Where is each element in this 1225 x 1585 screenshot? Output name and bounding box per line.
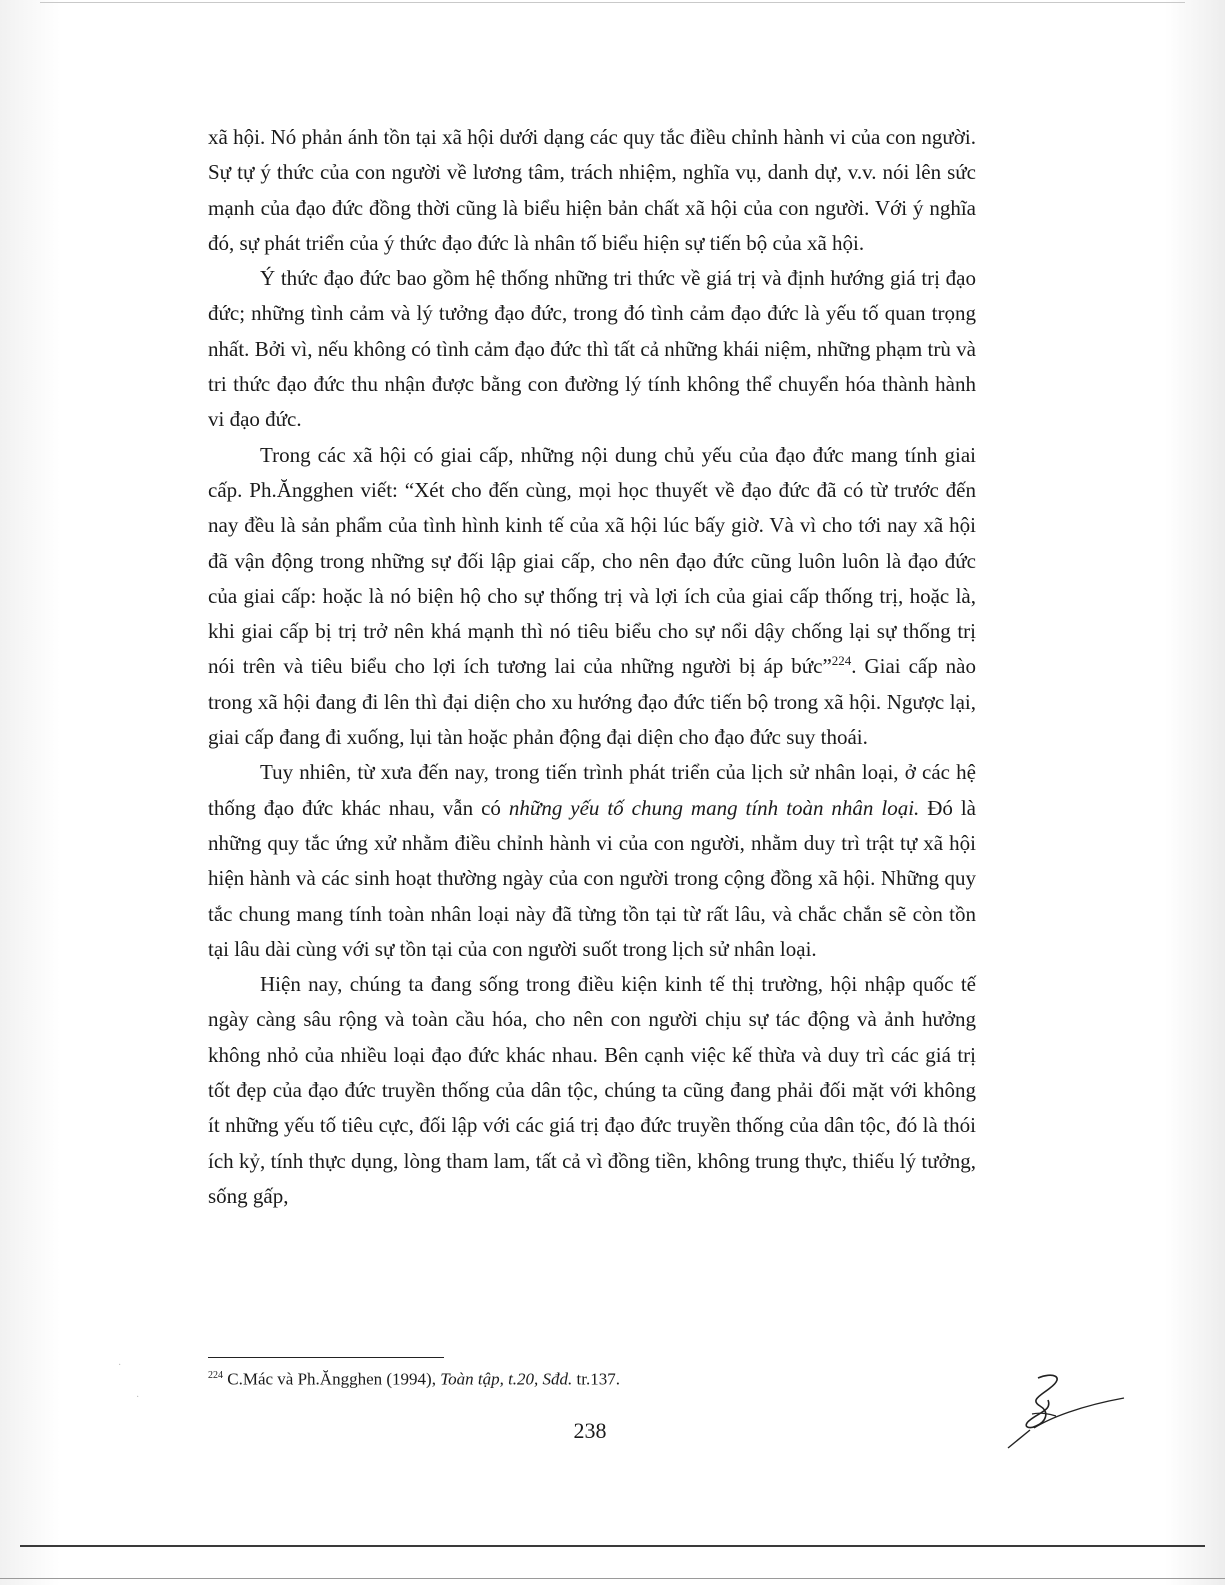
text-run: Hiện nay, chúng ta đang sống trong điều kiện kinh tế thị trường, hội nhập quốc tế ngày càng sâu rộng và toàn cầu hóa, cho nên con người chịu sự tác động và ảnh hưởng không nhỏ của nhiều loại đạo đức khác nhau. Bên cạnh việc kế thừa và duy trì các giá trị tốt đẹp của đạo đức truyền thống của dân tộc, chúng ta cũng đang phải đối mặt với không ít những yếu tố tiêu cực, đối lập với các giá trị đạo đức truyền thống của dân tộc, đó là thói ích kỷ, tính thực dụng, lòng tham lam, tất cả vì đồng tiền, không trung thực, thiếu lý tưởng, sống gấp, <box>208 972 976 1208</box>
paragraph <box>208 755 976 967</box>
footnote-separator <box>208 1357 444 1358</box>
text-run: Tuy nhiên, từ xưa đến nay, trong tiến trình phát triển của lịch sử nhân loại, ở các hệ thống đạo đức khác nhau, vẫn có <box>208 760 976 820</box>
text-run: Đó là những quy tắc ứng xử nhằm điều chỉnh hành vi của con người, nhằm duy trì trật tự xã hội hiện hành và các sinh hoạt thường ngày của con người trong cộng đồng xã hội. Những quy tắc chung mang tính toàn nhân loại này đã từng tồn tại từ rất lâu, và chắc chắn sẽ còn tồn tại lâu dài cùng với sự tồn tại của con người suốt trong lịch sử nhân loại. <box>208 795 976 961</box>
footnote-italic-text: Toàn tập, t.20, Sđd. <box>440 1369 573 1389</box>
scan-top-edge <box>40 2 1185 3</box>
footnote-number: 224 <box>208 1370 223 1381</box>
paragraph <box>208 438 976 756</box>
handwritten-signature-icon <box>1000 1370 1130 1460</box>
paragraph <box>208 967 976 1214</box>
scan-speck: · <box>118 1360 122 1371</box>
text-run: Ý thức đạo đức bao gồm hệ thống những tri thức về giá trị và định hướng giá trị đạo đức; những tình cảm và lý tưởng đạo đức, trong đó tình cảm đạo đức là yếu tố quan trọng nhất. Bởi vì, nếu không có tình cảm đạo đức thì tất cả những khái niệm, những phạm trù và tri thức đạo đức thu nhận được bằng con đường lý tính không thể chuyển hóa thành hành vi đạo đức. <box>208 266 976 432</box>
text-run: Trong các xã hội có giai cấp, những nội dung chủ yếu của đạo đức mang tính giai cấp. Ph.Ăngghen viết: “Xét cho đến cùng, mọi học thuyết về đạo đức đã có từ trước đến nay đều là sản phẩm của tình hình kinh tế của xã hội lúc bấy giờ. Và vì cho tới nay xã hội đã vận động trong những sự đối lập giai cấp, cho nên đạo đức cũng luôn luôn là đạo đức của giai cấp: hoặc là nó biện hộ cho sự thống trị và lợi ích của giai cấp thống trị, hoặc là, khi giai cấp bị trị trở nên khá mạnh thì nó tiêu biểu cho sự nổi dậy chống lại sự thống trị nói trên và tiêu biểu cho lợi ích tương lai của những người bị áp bức” <box>208 442 976 679</box>
scan-speck: · <box>136 1392 140 1403</box>
page-number: 238 <box>573 1418 607 1443</box>
page-body <box>208 120 976 1214</box>
text-run: . Giai cấp nào trong xã hội đang đi lên thì đại diện cho xu hướng đạo đức tiến bộ trong xã hội. Ngược lại, giai cấp đang đi xuống, lụi tàn hoặc phản động đại diện cho đạo đức suy thoái. <box>208 654 976 750</box>
footnote-reference: 224 <box>831 653 852 669</box>
scan-bottom-edge <box>20 1545 1205 1547</box>
scan-bottom-edge-secondary <box>0 1578 1225 1579</box>
text-run: xã hội. Nó phản ánh tồn tại xã hội dưới dạng các quy tắc điều chỉnh hành vi của con người. Sự tự ý thức của con người về lương tâm, trách nhiệm, nghĩa vụ, danh dự, v.v. nói lên sức mạnh của đạo đức đồng thời cũng là biểu hiện bản chất xã hội của con người. Với ý nghĩa đó, sự phát triển của ý thức đạo đức là nhân tố biểu hiện sự tiến bộ của xã hội. <box>208 125 976 255</box>
footnote <box>208 1364 976 1392</box>
scan-shadow-right <box>1165 0 1225 1585</box>
paragraph <box>208 120 976 261</box>
italic-text: những yếu tố chung mang tính toàn nhân loại. <box>508 795 920 820</box>
footnote-text: C.Mác và Ph.Ăngghen (1994), <box>223 1369 441 1389</box>
footnote-text: tr.137. <box>572 1369 620 1389</box>
scan-shadow-left <box>0 0 60 1585</box>
paragraph <box>208 261 976 437</box>
